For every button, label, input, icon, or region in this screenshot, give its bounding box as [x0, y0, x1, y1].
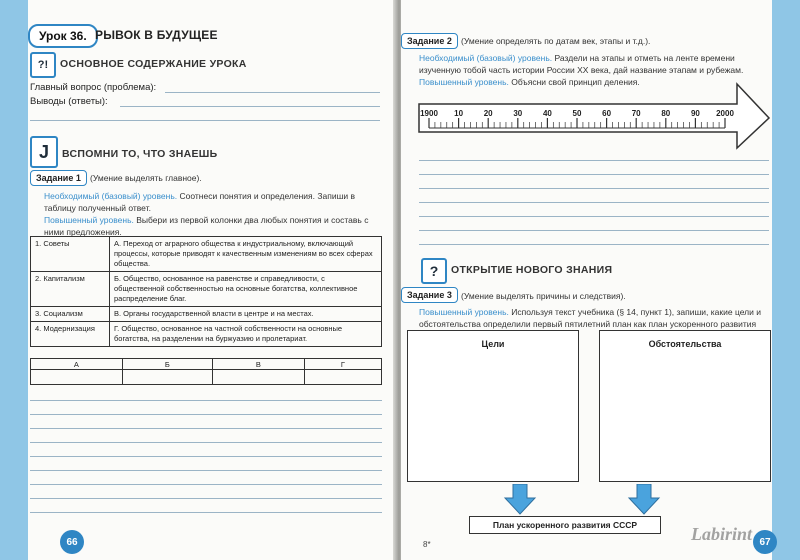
- circumstances-box[interactable]: [599, 330, 771, 482]
- table-row: [31, 272, 382, 307]
- right-blue-band: [772, 0, 800, 560]
- table-row: [31, 307, 382, 322]
- task-2-basic-text: Раздели на этапы и отметь на ленте времени изученную тобой часть истории России XX века, дай название этапам и рубежам.: [419, 53, 744, 75]
- arrow-down-icon: [629, 484, 659, 514]
- answer-header: Б: [122, 359, 212, 370]
- answer-line[interactable]: [419, 160, 769, 161]
- left-page: [0, 0, 397, 560]
- lesson-tag: Урок 36.: [28, 24, 98, 48]
- timeline-label: 10: [454, 109, 464, 118]
- page-number-right: 67: [753, 530, 777, 554]
- answer-line[interactable]: [30, 428, 382, 429]
- timeline-label: 20: [483, 109, 493, 118]
- answer-line[interactable]: [419, 202, 769, 203]
- answer-table: [30, 358, 382, 385]
- lesson-title: РЫВОК В БУДУЩЕЕ: [95, 28, 218, 42]
- flow-arrows: [401, 484, 800, 518]
- timeline-arrow: [417, 80, 773, 150]
- arrow-down-icon: [505, 484, 535, 514]
- left-blue-band: [0, 0, 28, 560]
- answer-line[interactable]: [419, 230, 769, 231]
- timeline-label: 80: [661, 109, 671, 118]
- table-row: [31, 237, 382, 272]
- timeline-label: 30: [513, 109, 523, 118]
- answer-input-row: [31, 370, 382, 385]
- level-basic-label: Необходимый (базовый) уровень.: [419, 53, 553, 63]
- watermark-logo: Labirint: [691, 524, 753, 544]
- answer-line[interactable]: [419, 216, 769, 217]
- timeline-label: 2000: [716, 109, 734, 118]
- definition-cell: Б. Общество, основанное на равенстве и справедливости, с общественной собственностью на основные богатства, коллективное распределение благ.: [110, 272, 382, 307]
- definition-cell: А. Переход от аграрного общества к индустриальному, включающий процессы, которые приводят к качественным изменениям во всех сферах общества.: [110, 237, 382, 272]
- section-icon-main: ?!: [30, 52, 56, 78]
- definition-cell: Г. Общество, основанное на частной собственности на основные богатства, на разделении на буржуазию и пролетариат.: [110, 322, 382, 347]
- answer-line[interactable]: [30, 470, 382, 471]
- answer-line[interactable]: [419, 188, 769, 189]
- level-advanced-label: Повышенный уровень.: [44, 215, 134, 225]
- task-1-basic-text: Соотнеси понятия и определения. Запиши в таблицу полученный ответ.: [44, 191, 356, 213]
- answer-cell[interactable]: [304, 370, 381, 385]
- task-1-advanced: [44, 214, 384, 238]
- terms-table: [30, 236, 382, 347]
- timeline-label: 90: [690, 109, 700, 118]
- answer-line[interactable]: [419, 244, 769, 245]
- page-number-left: 66: [60, 530, 84, 554]
- timeline-label: 50: [572, 109, 582, 118]
- task-1-hint: (Умение выделять главное).: [90, 173, 202, 183]
- level-basic-label: Необходимый (базовый) уровень.: [44, 191, 178, 201]
- task-3-text-body: Используя текст учебника (§ 14, пункт 1), запиши, какие цели и обстоятельства определили первый пятилетний план как план ускоренного развития: [419, 307, 761, 329]
- task-2-basic: [419, 52, 769, 76]
- answer-line[interactable]: [30, 512, 382, 513]
- answer-line[interactable]: [30, 498, 382, 499]
- section-title-recall: ВСПОМНИ ТО, ЧТО ЗНАЕШЬ: [62, 148, 218, 160]
- term-cell: 1. Советы: [31, 237, 110, 272]
- circumstances-header: Обстоятельства: [648, 339, 722, 349]
- answer-line[interactable]: [419, 174, 769, 175]
- task-2-advanced-text: Объясни свой принцип деления.: [511, 77, 640, 87]
- timeline-label: 70: [631, 109, 641, 118]
- conclusions-label: Выводы (ответы):: [30, 96, 108, 107]
- timeline-label: 40: [542, 109, 552, 118]
- answer-cell[interactable]: [213, 370, 305, 385]
- task-2-hint: (Умение определять по датам век, этапы и т.д.).: [461, 36, 651, 46]
- section-icon-new-knowledge: ?: [421, 258, 447, 284]
- task-1-tag: Задание 1: [30, 170, 87, 186]
- answer-header: В: [213, 359, 305, 370]
- answer-line[interactable]: [30, 484, 382, 485]
- section-icon-recall: J: [30, 136, 58, 168]
- task-3-hint: (Умение выделять причины и следствия).: [461, 291, 626, 301]
- answer-header-row: [31, 359, 382, 370]
- timeline-label: 1900: [420, 109, 438, 118]
- answer-line[interactable]: [120, 106, 380, 107]
- answer-line[interactable]: [30, 414, 382, 415]
- answer-line[interactable]: [30, 456, 382, 457]
- goals-box[interactable]: [407, 330, 579, 482]
- right-page: [401, 0, 800, 560]
- task-1-advanced-text: Выбери из первой колонки два любых понятия и составь с ними предложения.: [44, 215, 369, 237]
- term-cell: 2. Капитализм: [31, 272, 110, 307]
- answer-line[interactable]: [30, 442, 382, 443]
- table-row: [31, 322, 382, 347]
- answer-line[interactable]: [165, 92, 380, 93]
- answer-line[interactable]: [30, 120, 380, 121]
- term-cell: 4. Модернизация: [31, 322, 110, 347]
- section-title-new-knowledge: ОТКРЫТИЕ НОВОГО ЗНАНИЯ: [451, 264, 613, 276]
- task-2-tag: Задание 2: [401, 33, 458, 49]
- timeline-label: 60: [602, 109, 612, 118]
- answer-cell[interactable]: [122, 370, 212, 385]
- level-advanced-label: Повышенный уровень.: [419, 307, 509, 317]
- definition-cell: В. Органы государственной власти в центре и на местах.: [110, 307, 382, 322]
- plan-box: План ускоренного развития СССР: [469, 516, 661, 534]
- answer-header: А: [31, 359, 123, 370]
- answer-line[interactable]: [30, 400, 382, 401]
- answer-cell[interactable]: [31, 370, 123, 385]
- task-3-tag: Задание 3: [401, 287, 458, 303]
- level-advanced-label: Повышенный уровень.: [419, 77, 509, 87]
- section-title-main: ОСНОВНОЕ СОДЕРЖАНИЕ УРОКА: [60, 58, 247, 70]
- main-question-label: Главный вопрос (проблема):: [30, 82, 157, 93]
- term-cell: 3. Социализм: [31, 307, 110, 322]
- task-1-basic: [44, 190, 384, 214]
- answer-header: Г: [304, 359, 381, 370]
- goals-header: Цели: [481, 339, 505, 349]
- footer-mark: 8*: [423, 540, 431, 549]
